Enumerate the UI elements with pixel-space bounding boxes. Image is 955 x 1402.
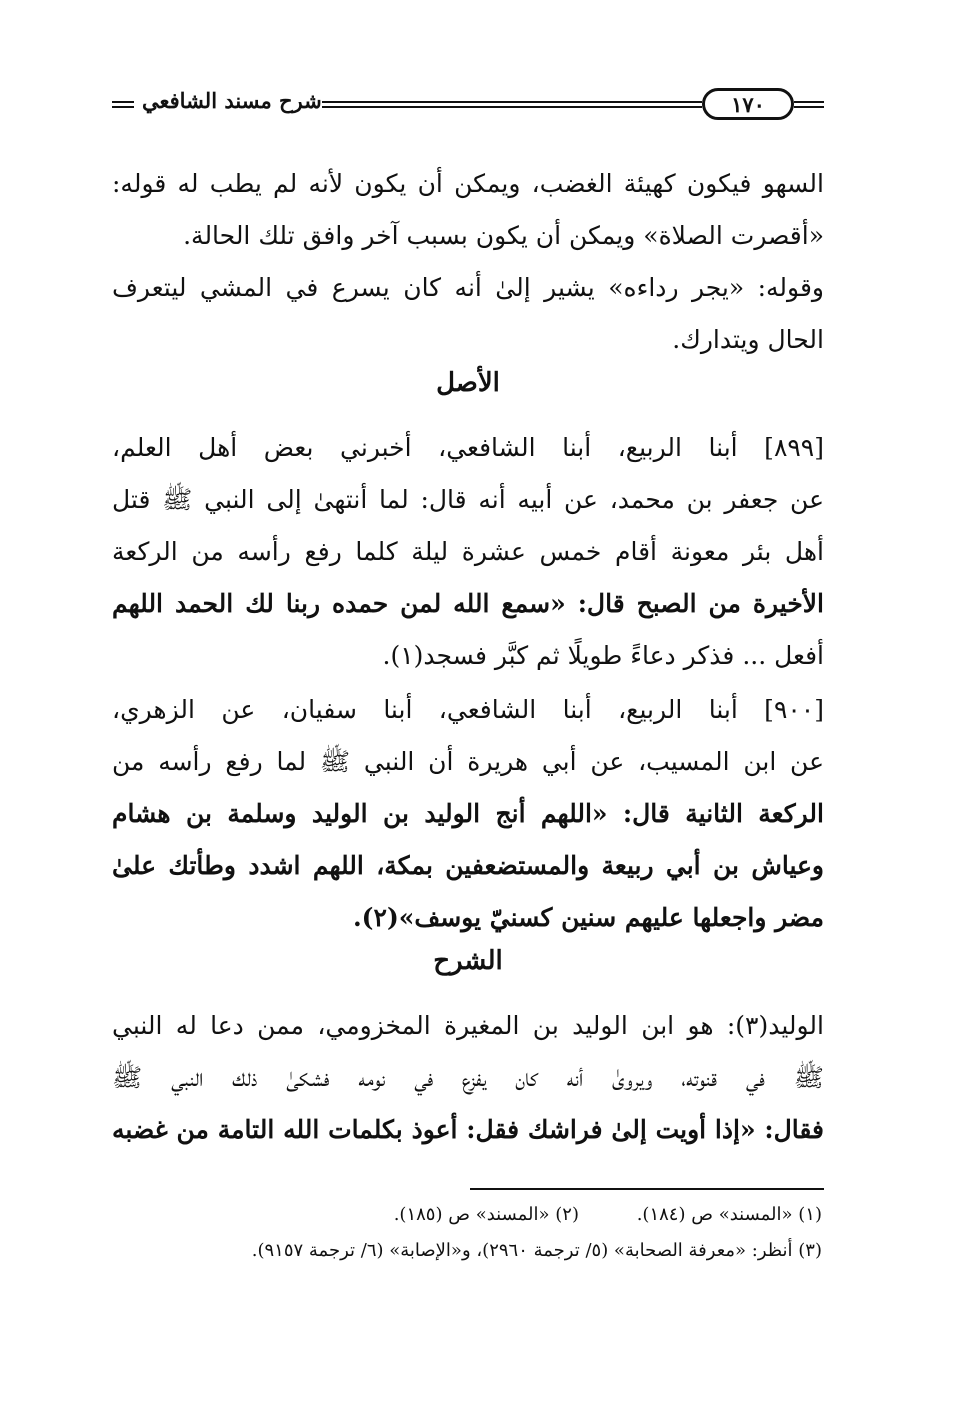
text-line: الركعة الثانية قال: «اللهم أنج الوليد بن الوليد وسلمة بن هشام bbox=[112, 799, 824, 828]
text-line: أهل بئر معونة أقام خمس عشرة ليلة كلما رفع رأسه من الركعة bbox=[112, 537, 824, 566]
header-title: شرح مسند الشافعي bbox=[142, 88, 322, 113]
text-line: وعياش بن أبي ربيعة والمستضعفين بمكة، اللهم اشدد وطأتك علىٰ bbox=[112, 851, 824, 880]
sharh-paragraph bbox=[112, 1000, 824, 1156]
intro-paragraph bbox=[112, 158, 824, 366]
text-line: ﷺ في قنوته، ويروىٰ أنه كان يفزع في نومه فشكىٰ ذلك النبي ﷺ bbox=[112, 1063, 824, 1092]
text-line: الحال ويتدارك. bbox=[672, 325, 824, 354]
text-line: «أقصرت الصلاة» ويمكن أن يكون بسبب آخر وافق تلك الحالة. bbox=[183, 221, 824, 250]
text-line: وقوله: «يجر رداءه» يشير إلىٰ أنه كان يسرع في المشي ليتعرف bbox=[112, 273, 824, 302]
running-header bbox=[112, 86, 824, 126]
footnote-2: (٢) «المسند» ص (١٨٥). bbox=[393, 1204, 579, 1225]
section-heading-asl: الأصل bbox=[436, 368, 500, 398]
text-line: [٨٩٩] أبنا الربيع، أبنا الشافعي، أخبرني بعض أهل العلم، bbox=[112, 433, 824, 462]
text-line: عن ابن المسيب، عن أبي هريرة أن النبي ﷺ لما رفع رأسه من bbox=[112, 747, 824, 776]
footnote-separator bbox=[470, 1188, 824, 1190]
footnote-3: (٣) أنظر: «معرفة الصحابة» (٥/ ترجمة ٢٩٦٠)، و«الإصابة» (٦/ ترجمة ٩١٥٧). bbox=[251, 1240, 822, 1261]
text-line: الأخيرة من الصبح قال: «سمع الله لمن حمده ربنا لك الحمد اللهم bbox=[112, 589, 824, 618]
header-rule-left bbox=[112, 101, 134, 108]
text-line: عن جعفر بن محمد، عن أبيه أنه قال: لما أنتهىٰ إلى النبي ﷺ قتل bbox=[112, 485, 824, 514]
header-rule-right bbox=[794, 101, 824, 108]
hadith-900 bbox=[112, 684, 824, 944]
text-line: مضر واجعلها عليهم سنين كسنيّ يوسف»(٢). bbox=[352, 903, 824, 932]
hadith-899 bbox=[112, 422, 824, 682]
text-line: فقال: «إذا أويت إلىٰ فراشك فقل: أعوذ بكلمات الله التامة من غضبه bbox=[112, 1115, 824, 1144]
header-rule-middle bbox=[322, 101, 702, 108]
footnote-1: (١) «المسند» ص (١٨٤). bbox=[636, 1204, 822, 1225]
text-line: الوليد(٣): هو ابن الوليد بن المغيرة المخزومي، ممن دعا له النبي bbox=[112, 1011, 824, 1040]
page-number: ١٧٠ bbox=[731, 91, 765, 117]
page-number-badge bbox=[702, 88, 794, 120]
text-line: السهو فيكون كهيئة الغضب، ويمكن أن يكون لأنه لم يطب له قوله: bbox=[112, 169, 824, 198]
section-heading-sharh: الشرح bbox=[433, 946, 503, 976]
text-line: [٩٠٠] أبنا الربيع، أبنا الشافعي، أبنا سفيان، عن الزهري، bbox=[112, 695, 824, 724]
text-line: أفعل ... فذكر دعاءً طويلًا ثم كبَّر فسجد(١). bbox=[382, 641, 824, 670]
